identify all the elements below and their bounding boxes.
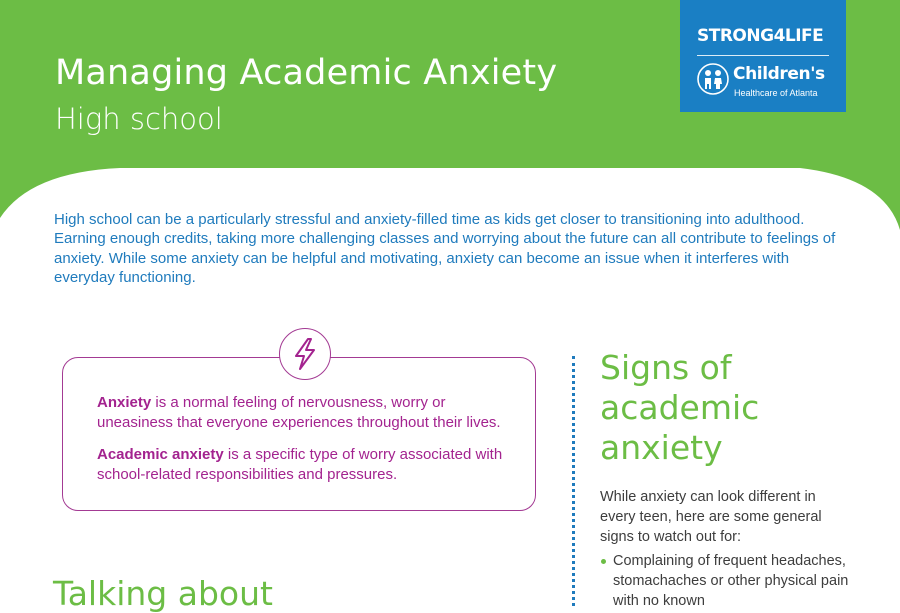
list-item: Complaining of frequent headaches, stomachaches or other physical pain with no known [600, 551, 870, 611]
signs-heading-line: Signs of [600, 348, 732, 387]
signs-heading-line: anxiety [600, 428, 723, 467]
healthcare-of-atlanta-text: Healthcare of Atlanta [734, 88, 818, 98]
children-figures-icon [697, 63, 729, 95]
definition-text: is a normal feeling of nervousness, worry or uneasiness that everyone experiences throughout their lives. [97, 394, 501, 431]
column-divider [572, 356, 575, 606]
page-title: Managing Academic Anxiety [55, 53, 558, 93]
definition-term: Anxiety [97, 394, 152, 411]
intro-paragraph: High school can be a particularly stressful and anxiety-filled time as kids get closer to transitioning into adulthood. Earning enough credits, taking more challenging classes and worrying about the future can all contribute to feelings of anxiety. While some anxiety can be helpful and motivating, anxiety can become an issue when it interferes with everyday functioning. [54, 211, 836, 287]
signs-list [600, 551, 870, 611]
signs-heading-line: academic [600, 388, 760, 427]
strong4life-wordmark: STRONG4LIFE [697, 26, 824, 46]
anxiety-definition [97, 393, 517, 432]
definition-icon-circle [279, 328, 331, 380]
definition-term: Academic anxiety [97, 446, 224, 463]
signs-heading [600, 348, 759, 468]
academic-anxiety-definition [97, 445, 517, 484]
page-subtitle: High school [55, 102, 223, 136]
childrens-wordmark: Children's [733, 64, 825, 84]
talking-heading: Talking about [53, 574, 273, 613]
definition-text: is a specific type of worry associated with school-related responsibilities and pressures. [97, 446, 503, 483]
logo-divider [697, 55, 829, 56]
strong4life-logo[interactable] [680, 0, 846, 112]
signs-intro: While anxiety can look different in every teen, here are some general signs to watch out for: [600, 489, 822, 545]
lightning-bolt-icon [291, 338, 319, 370]
definition-box [62, 357, 536, 511]
